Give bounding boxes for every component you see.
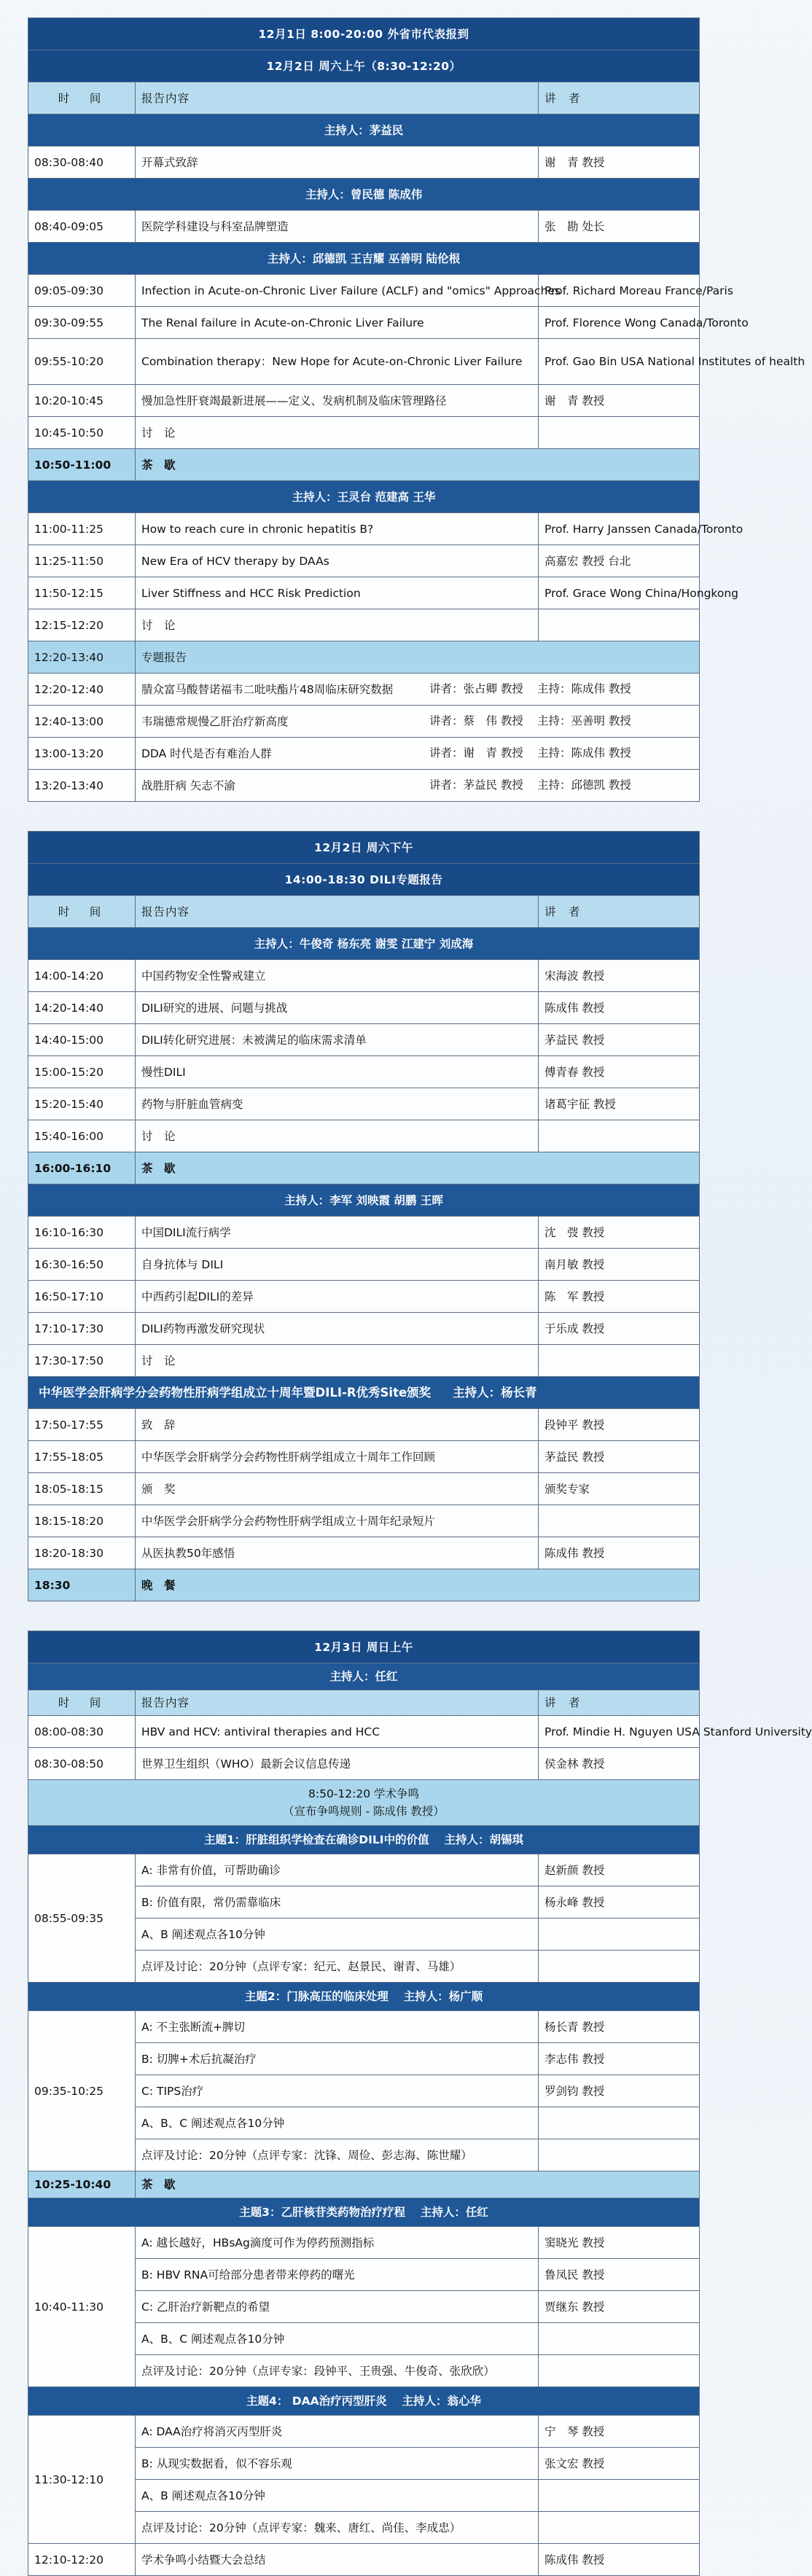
speaker-cell: 诸葛宇征 教授 [539, 1088, 700, 1120]
table-row [28, 1281, 700, 1313]
table-row [28, 2011, 700, 2043]
schedule-day2-morning [28, 1631, 812, 2576]
table-row [28, 1217, 700, 1249]
host-row: 主持人：王灵台 范建高 王华 [28, 481, 700, 513]
table-row [28, 992, 700, 1024]
time-cell: 12:10-12:20 [28, 2544, 136, 2576]
table-row [28, 770, 700, 802]
time-cell: 14:00-14:20 [28, 960, 136, 992]
content-cell [136, 770, 700, 802]
table-row [28, 1537, 700, 1569]
session-title: 12月2日 周六上午（8:30-12:20） [28, 50, 700, 82]
column-header-time: 时 间 [28, 896, 136, 928]
host-row [28, 1377, 700, 1409]
speaker-cell [539, 2107, 700, 2139]
content-cell: DILI药物再激发研究现状 [136, 1313, 539, 1345]
speaker-cell: 陈 军 教授 [539, 1281, 700, 1313]
anniversary-host: 主持人：杨长青 [453, 1385, 537, 1400]
content-cell: C: 乙肝治疗新靶点的希望 [136, 2291, 539, 2323]
speaker-cell: 杨永峰 教授 [539, 1886, 700, 1919]
schedule-day1-afternoon [28, 831, 700, 1601]
content-cell: B: 切脾+术后抗凝治疗 [136, 2043, 539, 2075]
time-cell: 18:05-18:15 [28, 1473, 136, 1505]
host-row: 主持人：茅益民 [28, 114, 700, 147]
column-header-content: 报告内容 [136, 82, 539, 114]
speaker-cell: 李志伟 教授 [539, 2043, 700, 2075]
column-header-content: 报告内容 [136, 896, 539, 928]
time-cell: 11:25-11:50 [28, 545, 136, 577]
table-row [28, 1505, 700, 1537]
table-row [28, 2227, 700, 2259]
time-cell: 17:50-17:55 [28, 1409, 136, 1441]
time-cell: 16:00-16:10 [28, 1152, 136, 1184]
time-cell: 15:40-16:00 [28, 1120, 136, 1152]
table-row [28, 1120, 700, 1152]
content-cell: A、B 阐述观点各10分钟 [136, 1919, 539, 1951]
table-row [28, 1088, 700, 1120]
speaker-cell: 侯金林 教授 [539, 1748, 700, 1780]
speaker-cell: 张 勘 处长 [539, 211, 700, 243]
time-cell: 08:40-09:05 [28, 211, 136, 243]
speaker-cell: 谢 青 教授 [539, 385, 700, 417]
time-cell: 13:20-13:40 [28, 770, 136, 802]
time-cell: 18:20-18:30 [28, 1537, 136, 1569]
content-cell: A: DAA治疗将消灭丙型肝炎 [136, 2416, 539, 2448]
moderator: 主持：陈成伟 教授 [537, 682, 631, 696]
dinner-label: 晚 餐 [136, 1569, 700, 1601]
break-label: 茶 歇 [136, 2171, 700, 2198]
content-cell: 讨 论 [136, 417, 539, 449]
speaker-cell [539, 2355, 700, 2387]
speaker-cell: 张文宏 教授 [539, 2448, 700, 2480]
content-cell: 中华医学会肝病学分会药物性肝病学组成立十周年工作回顾 [136, 1441, 539, 1473]
report-title: 韦瑞德常规慢乙肝治疗新高度 [141, 714, 289, 728]
lecturer: 讲者：茅益民 教授 [429, 778, 523, 792]
time-cell: 10:40-11:30 [28, 2227, 136, 2387]
speaker-cell [539, 1951, 700, 1983]
content-cell: B: 价值有限，常仍需靠临床 [136, 1886, 539, 1919]
content-cell: DILI研究的进展、问题与挑战 [136, 992, 539, 1024]
break-label: 茶 歇 [136, 1152, 700, 1184]
dinner-row [28, 1569, 700, 1601]
speaker-cell [539, 1345, 700, 1377]
content-cell: 自身抗体与 DILI [136, 1249, 539, 1281]
speaker-cell: 高嘉宏 教授 台北 [539, 545, 700, 577]
schedule-page [28, 17, 812, 2576]
lecturer: 讲者：张占卿 教授 [429, 682, 523, 696]
time-cell: 09:55-10:20 [28, 339, 136, 385]
content-cell: B: 从现实数据看，似不容乐观 [136, 2448, 539, 2480]
speaker-cell: 贾继东 教授 [539, 2291, 700, 2323]
content-cell: 讨 论 [136, 609, 539, 641]
content-cell: 点评及讨论：20分钟（点评专家：沈锋、周俭、彭志海、陈世耀） [136, 2139, 539, 2171]
table-row [28, 385, 700, 417]
table-row [28, 1024, 700, 1056]
speaker-cell [539, 1505, 700, 1537]
debate-title: 8:50-12:20 学术争鸣 [308, 1787, 419, 1800]
content-cell: DILI转化研究进展：未被满足的临床需求清单 [136, 1024, 539, 1056]
speaker-cell [539, 417, 700, 449]
report-title: DDA 时代是否有难治人群 [141, 746, 272, 760]
speaker-cell: Prof. Florence Wong Canada/Toronto [539, 307, 700, 339]
content-cell: 讨 论 [136, 1120, 539, 1152]
table-row [28, 545, 700, 577]
time-cell: 17:30-17:50 [28, 1345, 136, 1377]
host-row: 主持人：任红 [28, 1663, 700, 1690]
speaker-cell: Prof. Richard Moreau France/Paris [539, 275, 700, 307]
content-cell: 医院学科建设与科室品牌塑造 [136, 211, 539, 243]
session-title: 12月3日 周日上午 [28, 1631, 700, 1663]
time-cell: 12:20-13:40 [28, 641, 136, 674]
table-row [28, 1716, 700, 1748]
table-row [28, 211, 700, 243]
time-cell: 10:50-11:00 [28, 449, 136, 481]
column-header-content: 报告内容 [136, 1690, 539, 1716]
table-row [28, 1409, 700, 1441]
moderator: 主持：陈成伟 教授 [537, 746, 631, 760]
speaker-cell: 茅益民 教授 [539, 1024, 700, 1056]
time-cell: 17:55-18:05 [28, 1441, 136, 1473]
speaker-cell: 颁奖专家 [539, 1473, 700, 1505]
content-cell: 世界卫生组织（WHO）最新会议信息传递 [136, 1748, 539, 1780]
break-row [28, 1152, 700, 1184]
table-row [28, 275, 700, 307]
content-cell: Liver Stiffness and HCC Risk Prediction [136, 577, 539, 609]
content-cell: 中国药物安全性警戒建立 [136, 960, 539, 992]
table-row [28, 1748, 700, 1780]
speaker-cell: Prof. Grace Wong China/Hongkong [539, 577, 700, 609]
content-cell: 慢加急性肝衰竭最新进展——定义、发病机制及临床管理路径 [136, 385, 539, 417]
time-cell: 14:40-15:00 [28, 1024, 136, 1056]
table-row [28, 307, 700, 339]
table-row [28, 674, 700, 706]
column-header-time: 时 间 [28, 82, 136, 114]
time-cell: 10:25-10:40 [28, 2171, 136, 2198]
content-cell [136, 738, 700, 770]
speaker-cell: 陈成伟 教授 [539, 992, 700, 1024]
special-report-header [28, 641, 700, 674]
content-cell: 慢性DILI [136, 1056, 539, 1088]
table-row [28, 2416, 700, 2448]
table-row [28, 147, 700, 179]
content-cell: A: 不主张断流+脾切 [136, 2011, 539, 2043]
content-cell: 点评及讨论：20分钟（点评专家：魏来、唐红、尚佳、李成忠） [136, 2512, 539, 2544]
content-cell: B: HBV RNA可给部分患者带来停药的曙光 [136, 2259, 539, 2291]
host-row: 主持人：邱德凯 王吉耀 巫善明 陆伦根 [28, 243, 700, 275]
content-cell: The Renal failure in Acute-on-Chronic Liver Failure [136, 307, 539, 339]
content-cell: C: TIPS治疗 [136, 2075, 539, 2107]
time-cell: 08:00-08:30 [28, 1716, 136, 1748]
speaker-cell: 于乐成 教授 [539, 1313, 700, 1345]
content-cell [136, 706, 700, 738]
moderator: 主持：巫善明 教授 [537, 714, 631, 728]
table-row [28, 1345, 700, 1377]
break-row [28, 449, 700, 481]
time-cell: 14:20-14:40 [28, 992, 136, 1024]
break-row [28, 2171, 700, 2198]
content-cell: 中西药引起DILI的差异 [136, 1281, 539, 1313]
speaker-cell [539, 2139, 700, 2171]
speaker-cell: 谢 青 教授 [539, 147, 700, 179]
column-header-speaker: 讲 者 [539, 896, 700, 928]
debate-topic-title: 主题2：门脉高压的临床处理 主持人：杨广顺 [28, 1983, 700, 2011]
debate-topic-title: 主题3：乙肝核苷类药物治疗疗程 主持人：任红 [28, 2198, 700, 2227]
time-cell: 08:55-09:35 [28, 1854, 136, 1983]
time-cell: 12:15-12:20 [28, 609, 136, 641]
content-cell: 药物与肝脏血管病变 [136, 1088, 539, 1120]
session-title: 12月2日 周六下午 [28, 832, 700, 864]
speaker-cell: Prof. Mindie H. Nguyen USA Stanford University [539, 1716, 700, 1748]
content-cell: Combination therapy：New Hope for Acute-on-Chronic Liver Failure [136, 339, 539, 385]
host-row: 主持人：曾民德 陈成伟 [28, 179, 700, 211]
table-row [28, 339, 700, 385]
speaker-cell: Prof. Gao Bin USA National Institutes of health [539, 339, 700, 385]
time-cell: 16:10-16:30 [28, 1217, 136, 1249]
time-cell: 11:00-11:25 [28, 513, 136, 545]
time-cell: 16:50-17:10 [28, 1281, 136, 1313]
content-cell: 中华医学会肝病学分会药物性肝病学组成立十周年纪录短片 [136, 1505, 539, 1537]
time-cell: 12:20-12:40 [28, 674, 136, 706]
arrival-banner: 12月1日 8:00-20:00 外省市代表报到 [28, 18, 700, 50]
content-cell: A、B、C 阐述观点各10分钟 [136, 2323, 539, 2355]
report-title: 战胜肝病 矢志不渝 [141, 778, 235, 792]
content-cell: New Era of HCV therapy by DAAs [136, 545, 539, 577]
speaker-cell [539, 1120, 700, 1152]
content-cell: 点评及讨论：20分钟（点评专家：段钟平、王贵强、牛俊奇、张欣欣） [136, 2355, 539, 2387]
table-row [28, 960, 700, 992]
table-row [28, 1313, 700, 1345]
speaker-cell: 罗剑钧 教授 [539, 2075, 700, 2107]
lecturer: 讲者：谢 青 教授 [429, 746, 523, 760]
speaker-cell: 南月敏 教授 [539, 1249, 700, 1281]
column-header-speaker: 讲 者 [539, 82, 700, 114]
host-row: 主持人：牛俊奇 杨东亮 谢雯 江建宁 刘成海 [28, 928, 700, 960]
table-row [28, 417, 700, 449]
time-cell: 17:10-17:30 [28, 1313, 136, 1345]
time-cell: 10:20-10:45 [28, 385, 136, 417]
time-cell: 08:30-08:50 [28, 1748, 136, 1780]
time-cell: 18:30 [28, 1569, 136, 1601]
content-cell: 颁 奖 [136, 1473, 539, 1505]
content-cell: 讨 论 [136, 1345, 539, 1377]
time-cell: 12:40-13:00 [28, 706, 136, 738]
speaker-cell: 茅益民 教授 [539, 1441, 700, 1473]
speaker-cell: 傅青春 教授 [539, 1056, 700, 1088]
time-cell: 08:30-08:40 [28, 147, 136, 179]
content-cell: Infection in Acute-on-Chronic Liver Failure (ACLF) and "omics" Approaches [136, 275, 539, 307]
table-row [28, 609, 700, 641]
content-cell: A、B 阐述观点各10分钟 [136, 2480, 539, 2512]
speaker-cell: 杨长青 教授 [539, 2011, 700, 2043]
debate-header [28, 1780, 700, 1826]
content-cell: A、B、C 阐述观点各10分钟 [136, 2107, 539, 2139]
speaker-cell [539, 609, 700, 641]
speaker-cell: 窦晓光 教授 [539, 2227, 700, 2259]
time-cell: 10:45-10:50 [28, 417, 136, 449]
speaker-cell [539, 1919, 700, 1951]
speaker-cell: 赵新颜 教授 [539, 1854, 700, 1886]
content-cell: 致 辞 [136, 1409, 539, 1441]
table-row [28, 1854, 700, 1886]
time-cell: 13:00-13:20 [28, 738, 136, 770]
debate-rule: （宣布争鸣规则 - 陈成伟 教授） [283, 1805, 445, 1818]
table-row [28, 1249, 700, 1281]
break-label: 茶 歇 [136, 449, 700, 481]
table-row [28, 1473, 700, 1505]
time-cell: 18:15-18:20 [28, 1505, 136, 1537]
table-row [28, 577, 700, 609]
content-cell: 开幕式致辞 [136, 147, 539, 179]
table-row [28, 1056, 700, 1088]
content-cell: A: 越长越好，HBsAg滴度可作为停药预测指标 [136, 2227, 539, 2259]
lecturer: 讲者：蔡 伟 教授 [429, 714, 523, 728]
host-row: 主持人：李军 刘映霞 胡鹏 王晖 [28, 1184, 700, 1217]
content-cell [136, 674, 700, 706]
table-row [28, 513, 700, 545]
schedule-day1-morning [28, 17, 805, 802]
speaker-cell [539, 2480, 700, 2512]
time-cell: 15:00-15:20 [28, 1056, 136, 1088]
content-cell: 中国DILI流行病学 [136, 1217, 539, 1249]
table-row [28, 2544, 700, 2576]
moderator: 主持：邱德凯 教授 [537, 778, 631, 792]
table-row [28, 738, 700, 770]
debate-topic-title: 主题4： DAA治疗丙型肝炎 主持人：翁心华 [28, 2387, 700, 2416]
time-cell: 11:30-12:10 [28, 2416, 136, 2544]
report-title: 腈众富马酸替诺福韦二吡呋酯片48周临床研究数据 [141, 682, 394, 696]
speaker-cell [539, 2323, 700, 2355]
speaker-cell: 陈成伟 教授 [539, 1537, 700, 1569]
speaker-cell: 宁 琴 教授 [539, 2416, 700, 2448]
table-row [28, 1441, 700, 1473]
time-cell: 09:30-09:55 [28, 307, 136, 339]
session-topic: 14:00-18:30 DILI专题报告 [28, 864, 700, 896]
column-header-time: 时 间 [28, 1690, 136, 1716]
content-cell: 点评及讨论：20分钟（点评专家：纪元、赵景民、谢青、马雄） [136, 1951, 539, 1983]
content-cell: How to reach cure in chronic hepatitis B? [136, 513, 539, 545]
special-report-label: 专题报告 [136, 641, 700, 674]
speaker-cell: 宋海波 教授 [539, 960, 700, 992]
column-header-speaker: 讲 者 [539, 1690, 700, 1716]
content-cell: HBV and HCV: antiviral therapies and HCC [136, 1716, 539, 1748]
table-row [28, 706, 700, 738]
speaker-cell: 陈成伟 教授 [539, 2544, 700, 2576]
content-cell: 从医执教50年感悟 [136, 1537, 539, 1569]
speaker-cell: Prof. Harry Janssen Canada/Toronto [539, 513, 700, 545]
debate-topic-title: 主题1：肝脏组织学检查在确诊DILI中的价值 主持人：胡锡琪 [28, 1826, 700, 1854]
speaker-cell: 沈 弢 教授 [539, 1217, 700, 1249]
speaker-cell [539, 2512, 700, 2544]
content-cell: A: 非常有价值，可帮助确诊 [136, 1854, 539, 1886]
content-cell: 学术争鸣小结暨大会总结 [136, 2544, 539, 2576]
time-cell: 15:20-15:40 [28, 1088, 136, 1120]
time-cell: 09:35-10:25 [28, 2011, 136, 2171]
anniversary-title: 中华医学会肝病学分会药物性肝病学组成立十周年暨DILI-R优秀Site颁奖 [39, 1385, 432, 1400]
time-cell: 09:05-09:30 [28, 275, 136, 307]
speaker-cell: 段钟平 教授 [539, 1409, 700, 1441]
time-cell: 11:50-12:15 [28, 577, 136, 609]
time-cell: 16:30-16:50 [28, 1249, 136, 1281]
speaker-cell: 鲁凤民 教授 [539, 2259, 700, 2291]
